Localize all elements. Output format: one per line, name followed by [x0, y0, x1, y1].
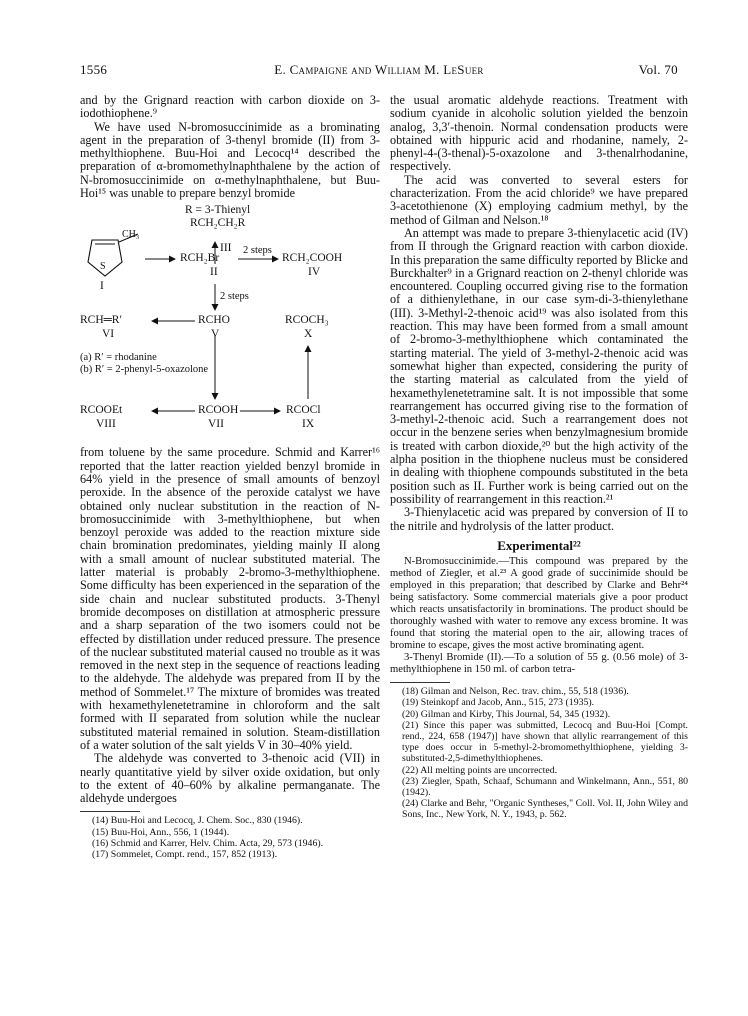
compound-IX-label: IX: [302, 418, 315, 431]
sulfur-label: S: [100, 261, 106, 273]
compound-VI-formula: RCH═R′: [80, 314, 122, 327]
compound-V-formula: RCHO: [198, 314, 230, 327]
footnote: (17) Sommelet, Compt. rend., 157, 852 (1913).: [92, 849, 278, 860]
running-title: E. Campaigne and William M. LeSuer: [274, 62, 484, 77]
paragraph: N-Bromosuccinimide.—This compound was prepared by the method of Ziegler, et al.²³ A good grade of succinimide should be employed in this preparation; that described by Clarke and Behr²⁴ being satisfactory. Some commercial materials give a poor product which reacts unsatisfactorily in brominations. The product should be thoroughly washed with water to remove any excess bromine. It was found that storing the material open to the air, allowing traces of bromine to escape, gives the most active brominating agent.: [390, 556, 688, 652]
compound-VIII-label: VIII: [96, 418, 116, 431]
left-column: [80, 94, 380, 860]
compound-V-label: V: [211, 328, 220, 341]
compound-II-label: II: [210, 266, 218, 279]
paragraph: 3-Thienylacetic acid was prepared by conversion of II to the nitrile and hydrolysis of the latter product.: [390, 505, 688, 533]
volume-label: Vol. 70: [638, 62, 678, 77]
section-heading: Experimental²²: [497, 537, 581, 553]
two-steps-label: 2 steps: [220, 291, 249, 303]
paragraph: The acid was converted to several esters for characterization. From the acid chloride⁹ we have prepared 3-acetothienone (X) employing cadmium methyl, by the method of Gilman and Nelson.¹⁸: [390, 172, 688, 227]
compound-IX-formula: RCOCl: [286, 404, 321, 417]
compound-II-formula: RCH₂Br: [180, 252, 220, 265]
paragraph: 3-Thenyl Bromide (II).—To a solution of 55 g. (0.56 mole) of 3-methylthiophene in 150 ml. of carbon tetra-: [390, 652, 688, 676]
footnote: (24) Clarke and Behr, "Organic Syntheses," Coll. Vol. II, John Wiley and Sons, Inc., New York, N. Y., 1943, p. 562.: [402, 798, 688, 821]
compound-I-label: I: [100, 280, 104, 293]
footnote: (22) All melting points are uncorrected.: [402, 764, 558, 776]
footnote: (16) Schmid and Karrer, Helv. Chim. Acta, 29, 573 (1946).: [92, 837, 324, 849]
footnote: (20) Gilman and Kirby, This Journal, 54, 345 (1932).: [402, 708, 611, 720]
compound-IV-formula: RCH₂COOH: [282, 252, 343, 265]
footnote: (19) Steinkopf and Jacob, Ann., 515, 273 (1935).: [402, 697, 595, 709]
running-header: [80, 62, 678, 80]
methyl-label: CH₃: [122, 229, 140, 241]
note-a: (a) R′ = rhodanine: [80, 352, 157, 364]
right-column: [390, 94, 688, 821]
compound-VI-label: VI: [102, 328, 115, 341]
footnote: (23) Ziegler, Spath, Schaaf, Schumann and Winkelmann, Ann., 551, 80 (1942).: [402, 775, 688, 798]
footnote: (15) Buu-Hoi, Ann., 556, 1 (1944).: [92, 826, 230, 838]
compound-VIII-formula: RCOOEt: [80, 404, 123, 417]
compound-IV-label: IV: [308, 266, 321, 279]
footnotes-left: [80, 815, 380, 860]
paragraph: from toluene by the same procedure. Schmid and Karrer¹⁶ reported that the latter reaction yielded benzyl bromide in 64% yield in the presence of small amounts of benzoyl peroxide. In the absence of the peroxide catalyst we have obtained only nuclear substitution in the reaction of N-bromosuccinimide with 3-methylthiophene, but when benzoyl peroxide was added to the reaction mixture side chain bromination predominates, yielding mainly II along with a small amount of nuclear substituted material. The latter material is probably 2-bromo-3-methylthiophene. Some difficulty has been experienced in the separation of the side chain and nuclear substituted products. 3-Thenyl bromide decomposes on distillation at atmospheric pressure and a sharp separation of the two isomers could not be effected by distillation under reduced pressure. The presence of the nuclear substituted material caused no trouble as it was removed in the next step in the sequence of reactions leading to the aldehyde. The aldehyde was prepared from II by the method of Sommelet.¹⁷ The mixture of bromides was treated with hexamethylenetetramine in chloroform and the salt formed with II separated from solution while the nuclear substituted material remained in solution. Steam-distillation of a water solution of the salt yields V in 30–40% yield.: [80, 445, 380, 752]
scheme-r-definition: R = 3-Thienyl: [185, 204, 251, 217]
paragraph: and by the Grignard reaction with carbon dioxide on 3-iodothiophene.⁹: [80, 93, 380, 121]
paragraph: the usual aromatic aldehyde reactions. Treatment with sodium cyanide in alcoholic solution yielded the benzoin analog, 3,3′-thenoin. Normal condensation products were obtained with hippuric acid and rhodanine, namely, 2-phenyl-4-(3-thenal)-5-oxazolone and 3-thenalrhodanine, respectively.: [390, 93, 688, 174]
footnote: (18) Gilman and Nelson, Rec. trav. chim., 55, 518 (1936).: [402, 686, 629, 698]
paragraph: An attempt was made to prepare 3-thienylacetic acid (IV) from II through the Grignard reaction with carbon dioxide. In this preparation the same difficulty reported by Blicke and Burckhalter⁹ in a Grignard reaction on 2-thenyl chloride was encountered. Coupling occurred giving rise to the formation of a dithienylethane, in our case sym-di-3-thienylethane (III). 3-Methyl-2-thenoic acid¹⁹ was also isolated from this reaction. This may have been formed from a small amount of 2-bromo-3-methylthiophene which contaminated the starting material. The yield of 3-methyl-2-thenoic acid was somewhat higher than expected, considering the purity of the starting material as calculated from the yield of hexamethylenetetramine salt. It is not impossible that some rearrangement has occurred giving rise to the formation of 3-methyl-2-thenoic acid. Such a rearrangement does not occur in the benzene series when benzylmagnesium bromide is treated with carbon dioxide,²⁰ but the high activity of the alpha position in the thiophene nucleus must be considered in dealing with thiophene compounds substituted in the beta position such as II. Further work is being carried out on the possibility of rearrangement in this reaction.²¹: [390, 225, 688, 506]
compound-X-formula: RCOCH₃: [285, 314, 329, 327]
two-steps-label: 2 steps: [243, 245, 272, 257]
reaction-scheme: [80, 204, 380, 440]
footnote: (21) Since this paper was submitted, Lecocq and Buu-Hoi [Compt. rend., 224, 658 (1947)] have shown that allylic rearrangement of this type does occur in 5-methyl-2-bromomethylthiophene, yielding 3-substituted-2,5-dimethylthiophenes.: [402, 719, 688, 765]
compound-III-formula: RCH₂CH₂R: [190, 217, 246, 230]
page-number: 1556: [80, 62, 108, 77]
paragraph: We have used N-bromosuccinimide as a brominating agent in the preparation of 3-thenyl bromide (II) from 3-methylthiophene. Buu-Hoi and Lecocq¹⁴ described the preparation of α-bromomethylnaphthalene by the action of N-bromosuccinimide on α-methylnaphthalene, but Buu-Hoi¹⁵ was unable to prepare benzyl bromide: [80, 119, 380, 201]
compound-VII-label: VII: [208, 418, 224, 431]
paragraph: The aldehyde was converted to 3-thenoic acid (VII) in nearly quantitative yield by silver oxide oxidation, but only to the extent of 40–60% by alkaline permanganate. The aldehyde undergoes: [80, 751, 380, 806]
compound-VII-formula: RCOOH: [198, 404, 239, 417]
note-b: (b) R′ = 2-phenyl-5-oxazolone: [80, 364, 209, 376]
compound-III-label: III: [220, 242, 232, 255]
footnote: (14) Buu-Hoi and Lecocq, J. Chem. Soc., 830 (1946).: [92, 815, 303, 827]
footnote-divider: [390, 682, 450, 683]
experimental-section: [390, 556, 688, 676]
footnotes-right: [390, 686, 688, 820]
footnote-divider: [80, 811, 140, 812]
compound-X-label: X: [304, 328, 313, 341]
